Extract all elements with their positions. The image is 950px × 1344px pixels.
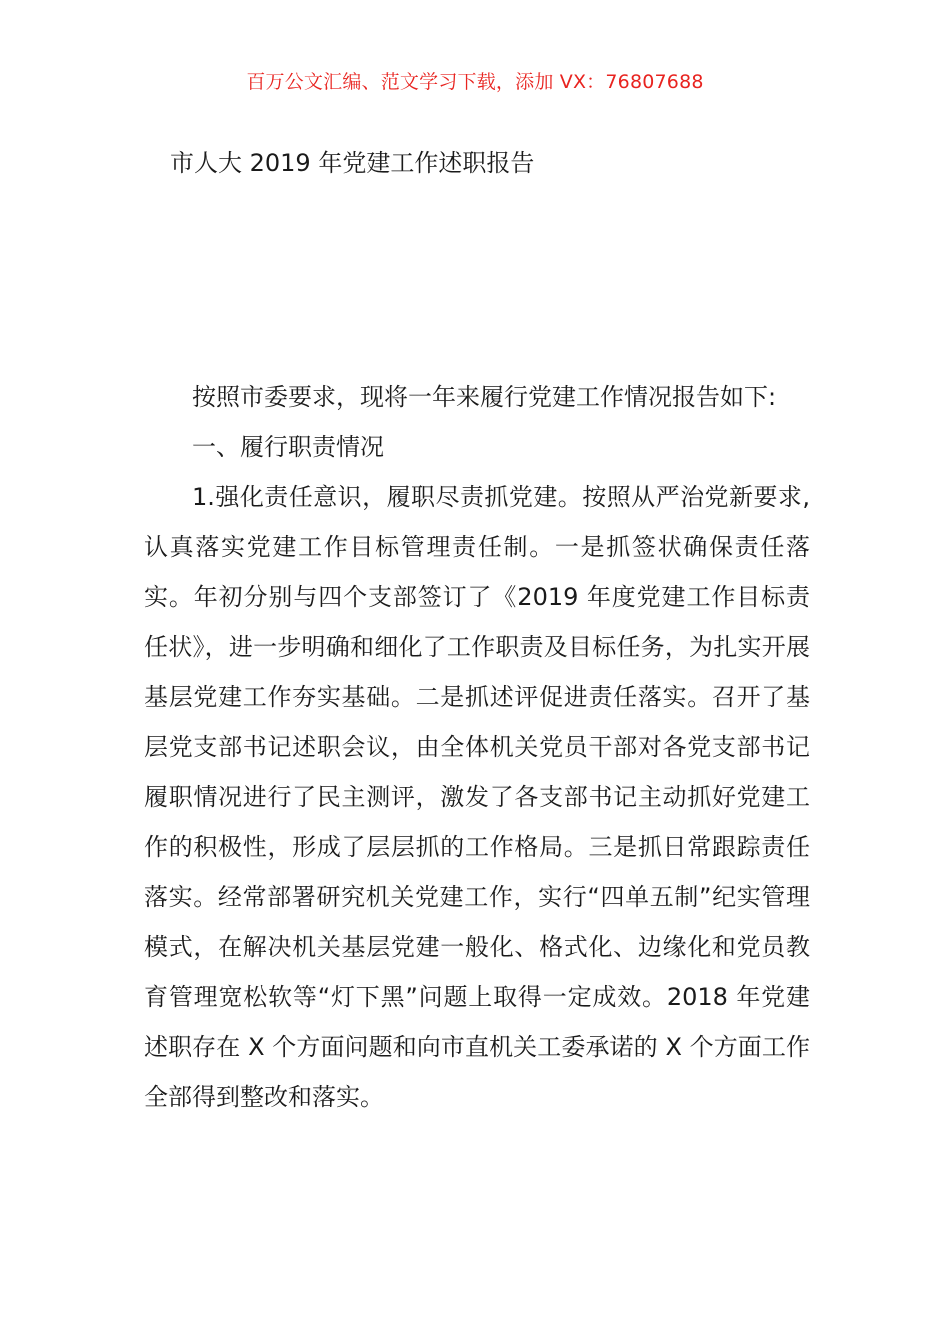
- document-title: 市人大 2019 年党建工作述职报告: [170, 149, 535, 177]
- intro-paragraph: 按照市委要求，现将一年来履行党建工作情况报告如下:: [192, 383, 777, 411]
- section-heading: 一、履行职责情况: [192, 433, 384, 461]
- document-body: [144, 372, 810, 1122]
- body-paragraph: 1.强化责任意识，履职尽责抓党建。按照从严治党新要求,认真落实党建工作目标管理责任制。一是抓签状确保责任落实。年初分别与四个支部签订了《2019 年度党建工作目标责任状》，进一步明确和细化了工作职责及目标任务，为扎实开展基层党建工作夯实基础。二是抓述评促进责任落实。召开了基层党支部书记述职会议，由全体机关党员干部对各党支部书记履职情况进行了民主测评，激发了各支部书记主动抓好党建工作的积极性，形成了层层抓的工作格局。三是抓日常跟踪责任落实。经常部署研究机关党建工作，实行“四单五制”纪实管理模式，在解决机关基层党建一般化、格式化、边缘化和党员教育管理宽松软等“灯下黑”问题上取得一定成效。2018 年党建述职存在 X 个方面问题和向市直机关工委承诺的 X 个方面工作全部得到整改和落实。: [144, 483, 810, 1111]
- header-watermark-note: 百万公文汇编、范文学习下载，添加 VX：76807688: [246, 71, 704, 93]
